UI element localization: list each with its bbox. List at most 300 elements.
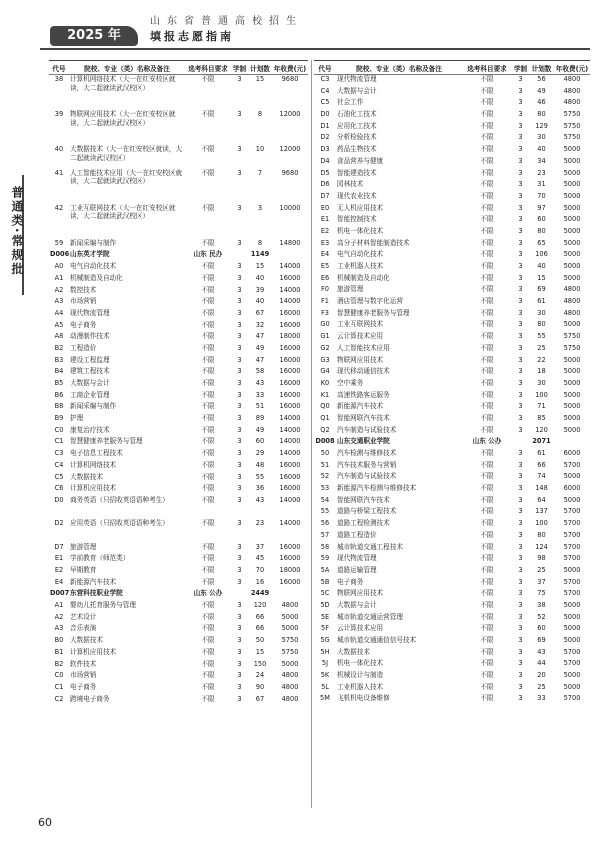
table-row <box>314 531 590 543</box>
fee-cell: 5000 <box>563 355 581 364</box>
subject-req-cell: 不限 <box>480 600 494 609</box>
subject-req-cell: 不限 <box>480 273 494 282</box>
code-cell: B0 <box>54 636 64 645</box>
duration-cell: 3 <box>237 682 242 691</box>
subject-req-cell: 不限 <box>201 262 215 271</box>
duration-cell: 3 <box>237 437 242 446</box>
table-row <box>314 157 590 169</box>
duration-cell: 3 <box>237 624 242 633</box>
plan-cell: 20 <box>537 671 546 680</box>
fee-cell: 9680 <box>281 75 299 83</box>
subject-req-cell: 不限 <box>480 495 494 504</box>
plan-cell: 38 <box>537 600 546 609</box>
subject-req-cell: 不限 <box>201 554 215 563</box>
fee-cell: 5000 <box>281 612 299 621</box>
name-cell: 大数据与会计 <box>337 86 377 95</box>
subject-req-cell: 不限 <box>201 694 215 703</box>
name-cell: 物联网应用技术（大一在红安校区就读，大二起就读武汉校区） <box>70 110 176 127</box>
duration-cell: 3 <box>237 647 242 656</box>
code-cell: 5E <box>320 612 330 621</box>
table-row <box>49 367 308 379</box>
fee-cell: 14000 <box>279 519 301 528</box>
col-header-code: 代号 <box>314 61 336 75</box>
code-cell: D0 <box>320 110 330 119</box>
duration-cell: 3 <box>518 390 523 399</box>
duration-cell: 3 <box>237 472 242 481</box>
table-row <box>314 379 590 391</box>
duration-cell: 3 <box>237 297 242 306</box>
name-cell: 大数据与会计 <box>70 379 110 388</box>
table-row <box>314 566 590 578</box>
plan-cell: 129 <box>535 121 548 130</box>
duration-cell: 3 <box>237 402 242 411</box>
subject-req-cell: 不限 <box>480 226 494 235</box>
col-header-duration: 学制 <box>512 61 529 75</box>
plan-cell: 69 <box>537 636 546 644</box>
plan-cell: 18 <box>537 367 546 376</box>
duration-cell: 3 <box>518 191 523 200</box>
name-cell: 智能控制技术 <box>337 215 377 224</box>
fee-cell: 5000 <box>563 495 581 504</box>
table-row <box>49 554 308 566</box>
fee-cell <box>272 250 308 262</box>
code-cell: E1 <box>320 215 330 224</box>
plan-cell: 2449 <box>250 589 270 598</box>
plan-cell: 60 <box>255 437 265 446</box>
column-divider <box>311 60 312 808</box>
plan-cell: 66 <box>255 612 265 621</box>
table-row <box>314 671 590 683</box>
plan-cell: 43 <box>255 495 265 504</box>
duration-cell: 3 <box>237 542 242 551</box>
table-row <box>314 683 590 695</box>
plan-cell: 2071 <box>532 437 551 446</box>
subject-req-cell: 不限 <box>201 379 215 388</box>
table-row <box>49 648 308 660</box>
fee-cell: 5000 <box>563 203 581 212</box>
fee-cell: 5000 <box>563 390 581 399</box>
code-cell: 58 <box>320 542 330 551</box>
code-cell: 42 <box>54 203 64 212</box>
fee-cell: 4800 <box>563 308 581 317</box>
plan-cell: 60 <box>537 215 546 224</box>
code-cell: B5 <box>54 379 64 388</box>
fee-cell: 4800 <box>563 285 581 294</box>
duration-cell: 3 <box>237 495 242 504</box>
table-row <box>314 332 590 344</box>
code-cell: 5G <box>320 636 330 644</box>
plan-cell: 66 <box>537 460 546 469</box>
plan-cell: 30 <box>537 308 546 317</box>
duration-cell: 3 <box>518 273 523 282</box>
fee-cell: 16000 <box>279 308 301 317</box>
name-cell: 社会工作 <box>337 98 364 107</box>
table-row <box>314 402 590 414</box>
duration-cell <box>231 250 248 262</box>
subject-req-cell: 不限 <box>201 343 215 352</box>
duration-cell: 3 <box>237 554 242 563</box>
table-row <box>49 379 308 391</box>
plan-cell: 49 <box>255 343 265 352</box>
subject-req-cell: 不限 <box>480 238 494 247</box>
duration-cell: 3 <box>237 379 242 388</box>
subject-req-cell: 不限 <box>480 168 494 177</box>
subject-req-cell: 不限 <box>201 332 215 341</box>
admissions-table-left <box>49 60 308 706</box>
plan-cell: 7 <box>257 168 263 177</box>
fee-cell: 5000 <box>563 472 581 481</box>
code-cell: D7 <box>54 542 64 551</box>
subject-req-cell: 不限 <box>201 75 215 83</box>
name-cell: 护理 <box>70 414 84 423</box>
fee-cell: 5750 <box>281 647 299 656</box>
duration-cell: 3 <box>518 86 523 95</box>
table-row <box>314 554 590 566</box>
table-row <box>314 309 590 321</box>
fee-cell: 18000 <box>279 332 301 341</box>
plan-cell: 40 <box>255 273 265 282</box>
name-cell: 应用英语（只招收英语语种考生） <box>70 519 169 528</box>
duration-cell: 3 <box>518 449 523 457</box>
plan-cell: 90 <box>255 682 265 691</box>
duration-cell: 3 <box>237 612 242 621</box>
duration-cell: 3 <box>518 343 523 352</box>
subject-req-cell: 不限 <box>480 542 494 551</box>
duration-cell: 3 <box>237 636 242 645</box>
fee-cell: 16000 <box>279 554 301 563</box>
duration-cell: 3 <box>518 542 523 551</box>
name-cell: 学前教育（师范类） <box>70 554 130 563</box>
col-header-subject-req: 选考科目要求 <box>185 61 231 75</box>
subject-req-cell: 不限 <box>480 98 494 107</box>
duration-cell: 3 <box>518 226 523 235</box>
duration-cell: 3 <box>518 402 523 411</box>
code-cell: K1 <box>320 390 330 399</box>
duration-cell: 3 <box>237 273 242 282</box>
plan-cell: 32 <box>255 320 265 329</box>
duration-cell: 3 <box>518 98 523 107</box>
table-row <box>49 695 308 707</box>
fee-cell: 5000 <box>563 600 581 609</box>
duration-cell: 3 <box>237 75 242 83</box>
fee-cell: 5000 <box>563 612 581 621</box>
code-cell: C1 <box>54 682 64 691</box>
subject-req-cell: 不限 <box>480 250 494 259</box>
plan-cell: 49 <box>537 86 546 95</box>
table-row <box>314 239 590 251</box>
name-cell: 酒店管理与数字化运营 <box>337 297 403 306</box>
name-cell: 云计算技术应用 <box>337 332 384 341</box>
plan-cell: 67 <box>255 308 265 317</box>
code-cell: 5L <box>321 682 329 691</box>
code-cell: C3 <box>54 449 64 458</box>
fee-cell: 18000 <box>279 566 301 575</box>
code-cell: D1 <box>320 121 330 130</box>
fee-cell: 5000 <box>563 565 581 574</box>
code-cell: D5 <box>320 168 330 177</box>
duration-cell: 3 <box>518 203 523 212</box>
plan-cell: 15 <box>255 647 265 656</box>
table-row <box>314 262 590 274</box>
duration-cell: 3 <box>237 238 242 247</box>
table-row <box>314 250 590 262</box>
subject-req-cell: 不限 <box>480 554 494 563</box>
fee-cell <box>554 437 590 449</box>
plan-cell: 80 <box>537 320 546 329</box>
code-cell: 53 <box>320 484 330 493</box>
name-cell: 机械制造及自动化 <box>70 273 123 282</box>
duration-cell: 3 <box>518 530 523 539</box>
subject-req-cell: 不限 <box>480 577 494 586</box>
subject-req-cell: 不限 <box>480 425 494 434</box>
code-cell: B1 <box>54 647 64 656</box>
fee-cell: 16000 <box>279 379 301 388</box>
code-cell: C5 <box>320 98 330 107</box>
fee-cell: 16000 <box>279 273 301 282</box>
code-cell: E6 <box>320 273 330 282</box>
plan-cell: 40 <box>255 297 265 306</box>
name-cell: 工业互联网技术 <box>337 320 384 329</box>
name-cell: 机电一体化技术 <box>337 226 384 235</box>
institution-row <box>49 250 308 262</box>
table-row <box>314 98 590 110</box>
table-body-right <box>314 75 590 707</box>
name-cell: 道路工程造价 <box>337 530 377 539</box>
table-row <box>49 286 308 298</box>
fee-cell: 4800 <box>563 98 581 107</box>
code-cell: 5B <box>320 577 330 586</box>
name-cell: 现代移动通信技术 <box>337 367 390 376</box>
code-cell: 59 <box>320 554 330 563</box>
fee-cell: 5000 <box>563 624 581 633</box>
subject-req-cell: 不限 <box>480 390 494 399</box>
table-row <box>314 274 590 286</box>
name-cell: 音乐表演 <box>70 624 97 633</box>
code-cell: A8 <box>54 332 64 341</box>
fee-cell: 4800 <box>563 297 581 306</box>
fee-cell: 5750 <box>563 343 581 352</box>
fee-cell: 12000 <box>279 145 301 154</box>
duration-cell: 3 <box>518 156 523 165</box>
name-cell: 艺术设计 <box>70 612 97 621</box>
table-row <box>49 356 308 368</box>
duration-cell: 3 <box>518 577 523 586</box>
plan-cell: 31 <box>537 180 546 189</box>
fee-cell: 5000 <box>281 624 299 633</box>
name-cell: 商务英语（只招收英语语种考生） <box>70 495 169 504</box>
table-row <box>49 449 308 461</box>
name-cell: 药品生物技术 <box>337 145 377 154</box>
subject-req-cell: 不限 <box>480 86 494 95</box>
table-row <box>49 169 308 204</box>
subject-req-cell: 不限 <box>480 507 494 516</box>
code-cell: 38 <box>54 75 64 83</box>
code-cell: 5H <box>320 647 330 656</box>
name-cell: 智能网联汽车技术 <box>337 413 390 422</box>
fee-cell: 14000 <box>279 285 301 294</box>
subject-req-cell: 不限 <box>201 671 215 680</box>
name-cell: 道路与桥梁工程技术 <box>337 507 397 516</box>
name-cell: 工业机器人技术 <box>337 682 384 691</box>
plan-cell: 48 <box>255 460 265 469</box>
plan-cell: 30 <box>537 133 546 142</box>
name-cell: 旅游管理 <box>337 285 364 294</box>
code-cell: 56 <box>320 519 330 528</box>
table-row <box>314 636 590 648</box>
table-row <box>49 274 308 286</box>
subject-req-cell: 不限 <box>480 671 494 680</box>
subject-req-cell: 不限 <box>480 472 494 481</box>
code-cell: 41 <box>54 168 64 177</box>
code-cell: C1 <box>54 437 64 446</box>
table-row <box>314 578 590 590</box>
code-cell: D008 <box>315 437 335 446</box>
table-row <box>49 496 308 519</box>
name-cell: 大数据技术 <box>70 636 103 645</box>
duration-cell <box>231 589 248 601</box>
table-row <box>314 543 590 555</box>
duration-cell: 3 <box>518 320 523 329</box>
subject-req-cell: 不限 <box>480 355 494 364</box>
col-header-fee: 年收费(元) <box>554 61 590 75</box>
fee-cell: 12000 <box>279 110 301 119</box>
name-cell: 高分子材料智能制造技术 <box>337 238 410 247</box>
duration-cell: 3 <box>518 589 523 598</box>
subject-req-cell: 不限 <box>201 682 215 691</box>
subject-req-cell: 不限 <box>480 636 494 644</box>
table-row <box>314 648 590 660</box>
code-cell: C3 <box>320 75 330 83</box>
table-row <box>314 75 590 87</box>
name-cell: 应用化工技术 <box>337 121 377 130</box>
duration-cell: 3 <box>237 320 242 329</box>
name-cell: 工业互联网技术（大一在红安校区就读，大二起就读武汉校区） <box>70 203 176 221</box>
name-cell: 机械制造及自动化 <box>337 273 390 282</box>
subject-req-cell: 不限 <box>480 285 494 294</box>
name-cell: 电子商务 <box>70 682 97 691</box>
fee-cell: 5750 <box>563 133 581 142</box>
duration-cell: 3 <box>518 565 523 574</box>
fee-cell: 14000 <box>279 414 301 423</box>
fee-cell: 5000 <box>563 378 581 387</box>
duration-cell: 3 <box>237 449 242 458</box>
subject-req-cell: 不限 <box>201 367 215 376</box>
table-row <box>314 601 590 613</box>
code-cell: D007 <box>50 589 69 598</box>
name-cell: 城市轨道交通通信信号技术 <box>337 636 417 644</box>
table-row <box>314 519 590 531</box>
subject-req-cell: 不限 <box>480 297 494 306</box>
duration-cell: 3 <box>237 145 242 154</box>
name-cell: 城市轨道交通运营管理 <box>337 612 403 621</box>
name-cell: 无人机应用技术 <box>337 203 384 212</box>
table-row <box>49 660 308 672</box>
table-row <box>49 624 308 636</box>
subject-req-cell: 不限 <box>201 659 215 668</box>
code-cell: 5F <box>321 624 329 633</box>
col-header-duration: 学制 <box>231 61 248 75</box>
duration-cell: 3 <box>237 355 242 364</box>
name-cell: 现代农业技术 <box>337 191 377 200</box>
fee-cell: 5750 <box>563 110 581 119</box>
code-cell: E2 <box>54 566 64 575</box>
plan-cell: 71 <box>537 402 546 411</box>
subject-req-cell: 不限 <box>480 519 494 528</box>
plan-cell: 44 <box>537 659 546 668</box>
fee-cell: 16000 <box>279 484 301 493</box>
duration-cell: 3 <box>518 519 523 528</box>
subject-req-cell: 山东 民办 <box>193 250 223 259</box>
name-cell: 电子信息工程技术 <box>70 449 123 458</box>
table-row <box>49 484 308 496</box>
duration-cell: 3 <box>518 168 523 177</box>
name-cell: 大数据技术 <box>337 647 370 656</box>
code-cell: D6 <box>320 180 330 189</box>
duration-cell: 3 <box>237 601 242 610</box>
name-cell: 现代物流管理 <box>337 554 377 563</box>
subject-req-cell: 不限 <box>201 472 215 481</box>
table-row <box>314 110 590 122</box>
plan-cell: 30 <box>537 378 546 387</box>
plan-cell: 23 <box>537 168 546 177</box>
plan-cell: 47 <box>255 355 265 364</box>
duration-cell: 3 <box>518 332 523 341</box>
plan-cell: 33 <box>537 694 546 703</box>
table-row <box>314 426 590 438</box>
fee-cell: 5700 <box>563 694 581 703</box>
plan-cell: 39 <box>255 285 265 294</box>
name-cell: 智能网联汽车技术 <box>337 495 390 504</box>
plan-cell: 137 <box>535 507 548 516</box>
duration-cell: 3 <box>237 566 242 575</box>
subject-req-cell: 不限 <box>201 437 215 446</box>
name-cell: 动漫制作技术 <box>70 332 110 341</box>
code-cell: E3 <box>320 238 330 247</box>
table-row <box>49 543 308 555</box>
col-header-name: 院校、专业（类）名称及备注 <box>69 61 185 75</box>
code-cell: A2 <box>54 285 64 294</box>
duration-cell: 3 <box>237 110 242 119</box>
name-cell: 婴幼儿托育服务与管理 <box>70 601 136 610</box>
subject-req-cell: 不限 <box>480 460 494 469</box>
subject-req-cell: 不限 <box>480 203 494 212</box>
name-cell: 工程造价 <box>70 343 97 352</box>
table-row <box>314 122 590 134</box>
plan-cell: 148 <box>535 484 548 493</box>
name-cell: 工商企业管理 <box>70 390 110 399</box>
subject-req-cell: 山东 公办 <box>472 437 502 446</box>
table-row <box>314 484 590 496</box>
name-cell: 大数据技术 <box>70 472 103 481</box>
duration-cell: 3 <box>237 577 242 586</box>
code-cell: B2 <box>54 659 64 668</box>
fee-cell: 16000 <box>279 367 301 376</box>
name-cell: 智能建造技术 <box>337 168 377 177</box>
col-header-plan: 计划数 <box>248 61 272 75</box>
fee-cell: 5000 <box>563 671 581 680</box>
code-cell: F3 <box>321 308 329 317</box>
plan-cell: 49 <box>255 425 265 434</box>
subject-req-cell: 不限 <box>201 495 215 504</box>
fee-cell: 5000 <box>563 145 581 154</box>
code-cell: 5K <box>320 671 330 680</box>
code-cell: B2 <box>54 343 64 352</box>
code-cell: 59 <box>54 238 64 247</box>
duration-cell: 3 <box>518 110 523 119</box>
table-row <box>49 636 308 648</box>
fee-cell: 5000 <box>563 682 581 691</box>
fee-cell <box>272 589 308 601</box>
